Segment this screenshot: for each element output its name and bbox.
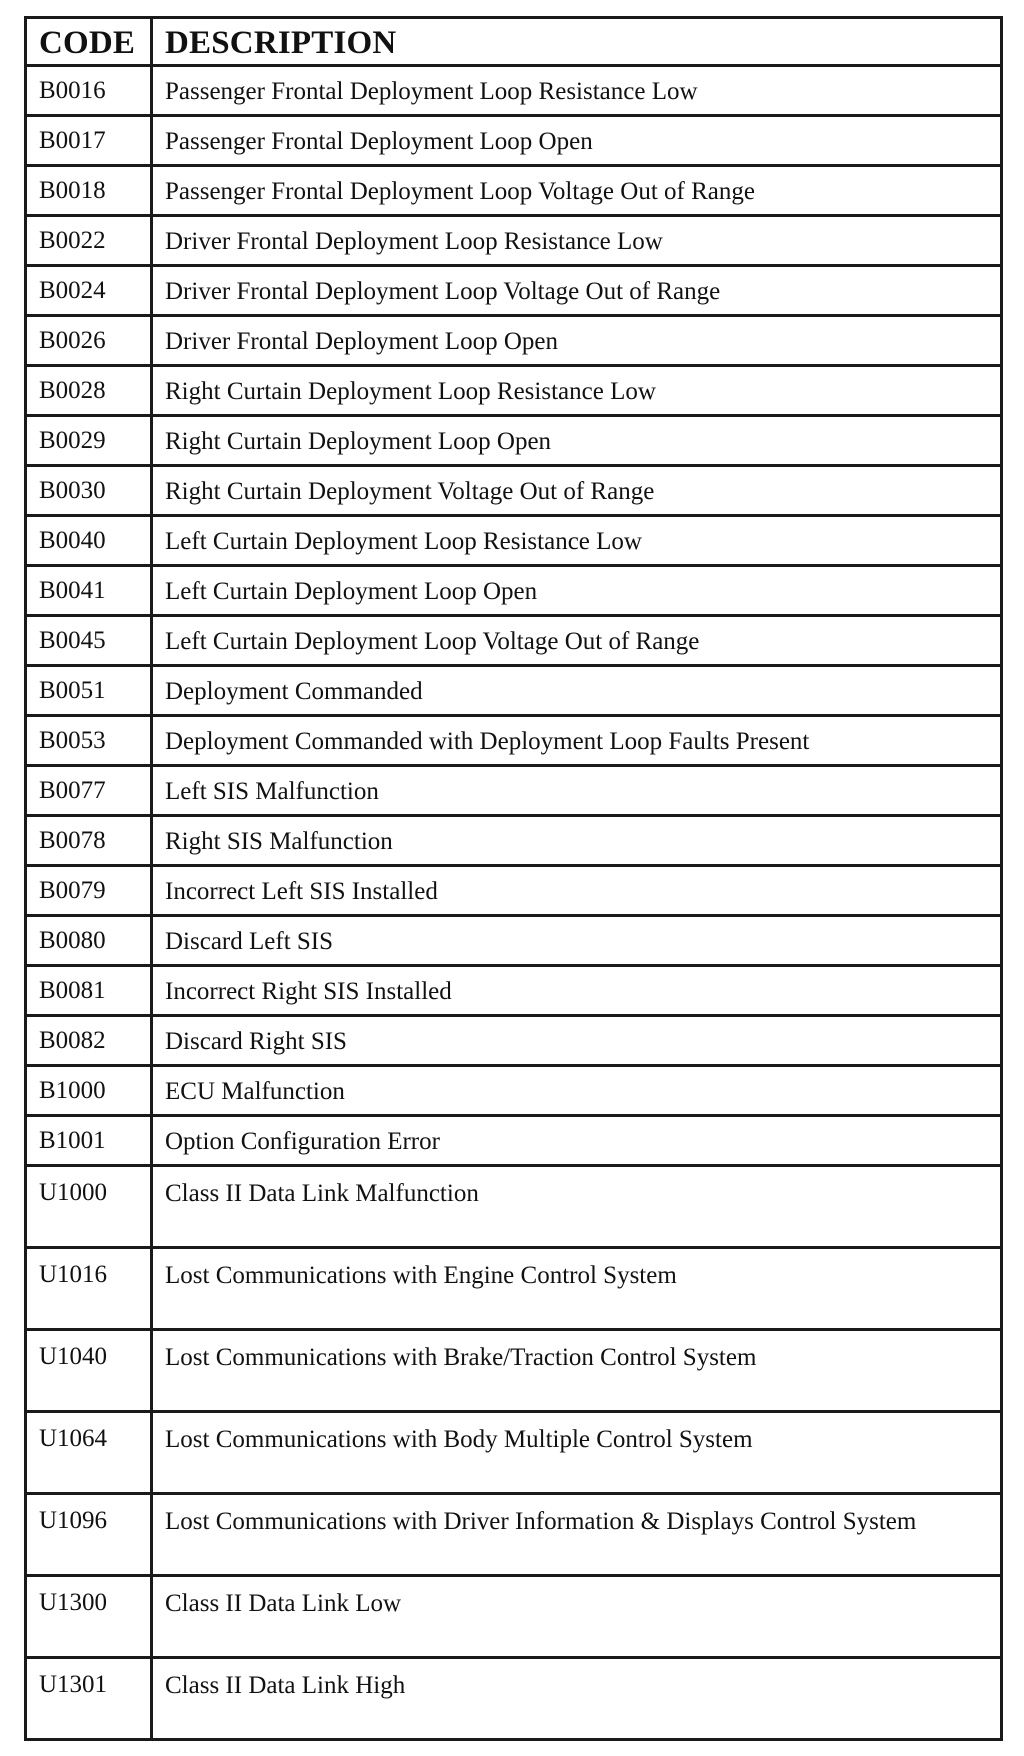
code-cell: B0077 — [26, 766, 152, 816]
code-cell: U1064 — [26, 1412, 152, 1494]
table-row — [26, 1658, 1002, 1740]
description-cell: Deployment Commanded — [152, 666, 1002, 716]
description-cell: Right Curtain Deployment Voltage Out of Range — [152, 466, 1002, 516]
table-row — [26, 1016, 1002, 1066]
table-row — [26, 1066, 1002, 1116]
table-row — [26, 866, 1002, 916]
table-row — [26, 566, 1002, 616]
code-cell: B1001 — [26, 1116, 152, 1166]
table-row — [26, 616, 1002, 666]
code-cell: B0053 — [26, 716, 152, 766]
code-column-header: CODE — [26, 18, 152, 66]
code-cell: B0040 — [26, 516, 152, 566]
table-row — [26, 516, 1002, 566]
code-cell: B0022 — [26, 216, 152, 266]
description-cell: Class II Data Link Low — [152, 1576, 1002, 1658]
code-cell: B0045 — [26, 616, 152, 666]
description-cell: Right Curtain Deployment Loop Open — [152, 416, 1002, 466]
description-cell: Class II Data Link Malfunction — [152, 1166, 1002, 1248]
table-row — [26, 816, 1002, 866]
table-row — [26, 1248, 1002, 1330]
description-cell: Discard Left SIS — [152, 916, 1002, 966]
table-row — [26, 416, 1002, 466]
table-row — [26, 916, 1002, 966]
table-row — [26, 1412, 1002, 1494]
table-row — [26, 666, 1002, 716]
code-cell: B0017 — [26, 116, 152, 166]
description-cell: ECU Malfunction — [152, 1066, 1002, 1116]
code-cell: B0080 — [26, 916, 152, 966]
description-cell: Passenger Frontal Deployment Loop Resistance Low — [152, 66, 1002, 116]
table-row — [26, 1494, 1002, 1576]
table-row — [26, 166, 1002, 216]
description-cell: Passenger Frontal Deployment Loop Open — [152, 116, 1002, 166]
description-cell: Incorrect Left SIS Installed — [152, 866, 1002, 916]
code-cell: B0030 — [26, 466, 152, 516]
description-cell: Right Curtain Deployment Loop Resistance Low — [152, 366, 1002, 416]
table-row — [26, 266, 1002, 316]
table-row — [26, 116, 1002, 166]
code-cell: B0041 — [26, 566, 152, 616]
description-cell: Driver Frontal Deployment Loop Open — [152, 316, 1002, 366]
code-cell: B0079 — [26, 866, 152, 916]
table-row — [26, 366, 1002, 416]
table-row — [26, 716, 1002, 766]
description-cell: Right SIS Malfunction — [152, 816, 1002, 866]
description-cell: Option Configuration Error — [152, 1116, 1002, 1166]
table-row — [26, 966, 1002, 1016]
table-row — [26, 316, 1002, 366]
code-cell: U1000 — [26, 1166, 152, 1248]
code-cell: U1040 — [26, 1330, 152, 1412]
diagnostic-code-table — [24, 16, 1003, 1741]
code-table-container — [24, 16, 1000, 1741]
table-row — [26, 466, 1002, 516]
code-cell: B0051 — [26, 666, 152, 716]
code-cell: U1096 — [26, 1494, 152, 1576]
description-cell: Left Curtain Deployment Loop Voltage Out of Range — [152, 616, 1002, 666]
code-cell: U1300 — [26, 1576, 152, 1658]
code-cell: B0016 — [26, 66, 152, 116]
table-row — [26, 1330, 1002, 1412]
code-cell: U1301 — [26, 1658, 152, 1740]
table-row — [26, 1116, 1002, 1166]
description-cell: Class II Data Link High — [152, 1658, 1002, 1740]
description-cell: Left SIS Malfunction — [152, 766, 1002, 816]
description-cell: Lost Communications with Brake/Traction Control System — [152, 1330, 1002, 1412]
description-column-header: DESCRIPTION — [152, 18, 1002, 66]
description-cell: Discard Right SIS — [152, 1016, 1002, 1066]
table-body — [26, 66, 1002, 1740]
table-row — [26, 66, 1002, 116]
description-cell: Driver Frontal Deployment Loop Voltage Out of Range — [152, 266, 1002, 316]
description-cell: Passenger Frontal Deployment Loop Voltage Out of Range — [152, 166, 1002, 216]
description-cell: Left Curtain Deployment Loop Open — [152, 566, 1002, 616]
table-row — [26, 766, 1002, 816]
description-cell: Driver Frontal Deployment Loop Resistance Low — [152, 216, 1002, 266]
code-cell: B1000 — [26, 1066, 152, 1116]
code-cell: B0018 — [26, 166, 152, 216]
description-cell: Lost Communications with Driver Information & Displays Control System — [152, 1494, 1002, 1576]
table-row — [26, 216, 1002, 266]
code-cell: B0078 — [26, 816, 152, 866]
description-cell: Incorrect Right SIS Installed — [152, 966, 1002, 1016]
code-cell: B0082 — [26, 1016, 152, 1066]
table-row — [26, 1166, 1002, 1248]
table-row — [26, 1576, 1002, 1658]
code-cell: B0028 — [26, 366, 152, 416]
code-cell: U1016 — [26, 1248, 152, 1330]
code-cell: B0029 — [26, 416, 152, 466]
description-cell: Deployment Commanded with Deployment Loop Faults Present — [152, 716, 1002, 766]
code-cell: B0026 — [26, 316, 152, 366]
description-cell: Left Curtain Deployment Loop Resistance Low — [152, 516, 1002, 566]
description-cell: Lost Communications with Body Multiple Control System — [152, 1412, 1002, 1494]
table-header-row — [26, 18, 1002, 66]
code-cell: B0024 — [26, 266, 152, 316]
description-cell: Lost Communications with Engine Control System — [152, 1248, 1002, 1330]
code-cell: B0081 — [26, 966, 152, 1016]
